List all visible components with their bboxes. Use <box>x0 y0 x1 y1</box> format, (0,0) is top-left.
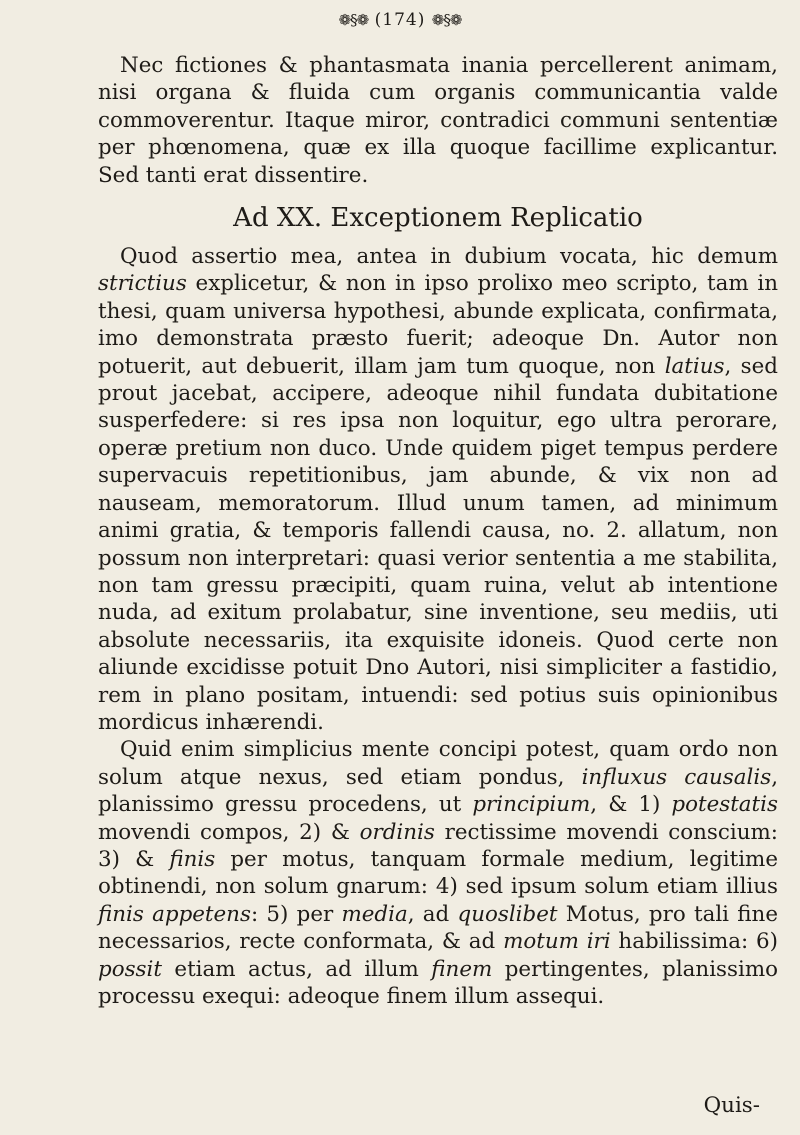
paragraph-3: Quid enim simplicius mente concipi potest, quam ordo non solum atque nexus, sed etiam pondus, influxus causalis, planissimo gressu procedens, ut principium, & 1) potestatis movendi compos, 2) & ordinis rectissime movendi conscium: 3) & finis per motus, tanquam formale medium, legitime obtinendi, non solum gnarum: 4) sed ipsum solum etiam illius finis appetens: 5) per media, ad quoslibet Motus, pro tali fine necessarios, recte conformata, & ad motum iri habilissima: 6) possit etiam actus, ad illum finem pertingentes, planissimo processu exequi: adeoque finem illum assequi. <box>98 737 778 1009</box>
section-heading: Ad XX. Exceptionem Replicatio <box>233 203 643 234</box>
page-header <box>0 10 800 30</box>
ornament-right: ❁§❁ <box>431 11 462 29</box>
catchword: Quis- <box>703 1093 760 1118</box>
ornament-left: ❁§❁ <box>338 11 369 29</box>
page-number: (174) <box>374 10 426 30</box>
paragraph-1: Nec fictiones & phantasmata inania percellerent animam, nisi organa & fluida cum organis communicantia valde commoverentur. Itaque miror, contradici communi sententiæ per phœnomena, quæ ex illa quoque facillime explicantur. Sed tanti erat dissentire. <box>98 53 778 188</box>
paragraph-2: Quod assertio mea, antea in dubium vocata, hic demum strictius explicetur, & non in ipso prolixo meo scripto, tam in thesi, quam universa hypothesi, abunde explicata, confirmata, imo demonstrata præsto fuerit; adeoque Dn. Autor non potuerit, aut debuerit, illam jam tum quoque, non latius, sed prout jacebat, accipere, adeoque nihil fundata dubitatione susperfedere: si res ipsa non loquitur, ego ultra perorare, operæ pretium non duco. Unde quidem piget tempus perdere supervacuis repetitionibus, jam abunde, & vix non ad nauseam, memoratorum. Illud unum tamen, ad minimum animi gratia, & temporis fallendi causa, no. 2. allatum, non possum non interpretari: quasi verior sententia a me stabilita, non tam gressu præcipiti, quam ruina, velut ab intentione nuda, ad exitum prolabatur, sine inventione, seu mediis, uti absolute necessariis, ita exquisite idoneis. Quod certe non aliunde excidisse potuit Dno Autori, nisi simpliciter a fastidio, rem in plano positam, intuendi: sed potius suis opinionibus mordicus inhærendi. <box>98 244 778 735</box>
body-text <box>98 52 778 1010</box>
